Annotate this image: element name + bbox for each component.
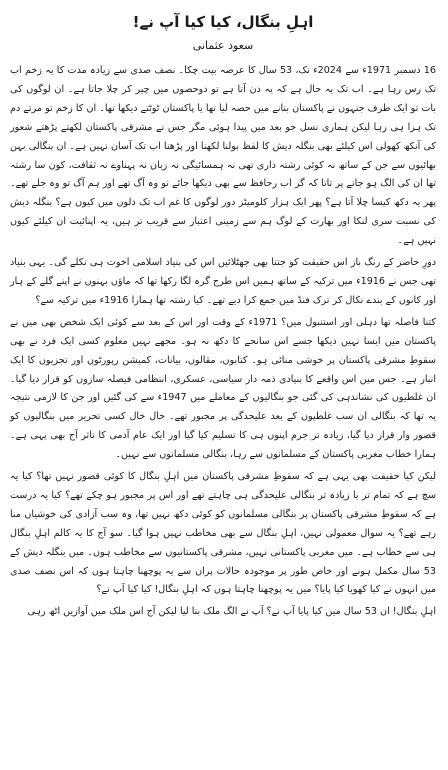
paragraph-2: دورِ حاضر کے رنگ باز اس حقیقت کو جتنا بھی جھٹلائیں اس کی بنیاد اسلامی اخوت ہی نکلے گی۔ یہی بنیاد تھی جس نے 1916ء میں ترکیہ کے ساتھ ہمیں اس طرح گرہ لگا رکھا تھا کہ ماؤں بہنوں نے اپنے گلے کے ہار اور کانوں کے بندے نکال کر ترک فنڈ میں جمع کرا دیے تھے۔ کیا رشتہ تھا ہمارا 1916ء میں ترکیہ سے؟ <box>10 257 436 306</box>
paragraph-1: 16 دسمبر 1971ء سے 2024ء تک، 53 سال کا عرصہ بیت چکا۔ نصف صدی سے زیادہ مدت کا یہ زخم اب تک رس رہا ہے۔ اب تک یہ حال ہے کہ یہ دن آتا ہے تو دوحصوں میں چیر کر چلا جاتا ہے۔ ان لوگوں کی بات تو ایک طرف جنہوں نے پاکستان بنانے میں حصہ لیا تھا یا پاکستان ٹوٹتے دیکھا تھا۔ ان کا زخم تو مرتے دم تک ہرا ہی رہا لیکن ہماری نسل جو بعد میں پیدا ہوئی مگر جس نے مشرقی پاکستان لکھتے پڑھتے شعور کی آنکھ کھولی اس کیلئے بھی بنگلہ دیش کا لفظ بولنا لکھنا اور پڑھنا اب تک آسان نہیں ہے۔ ان بنگالی بہن بھائیوں سے جن کے ساتھ نہ کوئی رشتہ داری تھی نہ ہمسائیگی نہ زبان نہ پہناوے نہ ثقافت، کون سا رشتہ تھا ان کی الگ ہو جانے پر تاتا کہ گر اب رحافظ سے بھی دیکھا جائے تو وہ آگ تھے اور ہم آگ تو وہ جلے تھے۔ پھر یہ دکھ کیسا چلا آتا ہے؟ پھر ایک ہزار کلومیٹر دور لوگوں کا غم اب تک دلوں میں کیوں ہے؟ بنگلہ دیش کی نسبت سری لنکا اور بھارت کے لوگ ہم سے زمینی اعتبار سے قریب تر ہیں، یہ اپنائیت ان کیلئے کیوں نہیں ہے۔ <box>10 65 436 247</box>
article-author: سعود عثمانی <box>192 39 254 52</box>
paragraph-4: لیکن کیا حقیقت بھی یہی ہے کہ سقوطِ مشرقی پاکستان میں اہلِ بنگال کا کوئی قصور نہیں تھا؟ کیا یہ سچ ہے کہ تمام تر یا زیادہ تر بنگالی علیحدگی ہی چاہتے تھے اور اس پر مجبور ہو چکے تھے؟ کیا یہ درست ہے کہ سقوطِ مشرقی پاکستان پر بنگالی مسلمانوں کو کوئی دکھ نہیں تھا، وہ سب آزادی کی خوشیاں منا رہے تھے؟ یہ سوال معمولی نہیں، اہلِ بنگال سے بھی مخاطب نہیں ہوا گیا۔ سو آج کا یہ کالم اہلِ بنگال ہی سے خطاب ہے۔ میں مغربی پاکستانی نہیں، مشرقی پاکستانیوں سے مخاطب ہوں۔ میں بنگلہ دیش کے 53 سال مکمل ہونے اور خاص طور پر موجودہ حالات پران سے یہ پوچھنا چاہتا ہوں کہ اس نصف صدی میں انہوں نے کیا کھویا کیا پایا؟ میں یہ پوچھنا چاہتا ہوں کہ اہلِ بنگال! کیا کیا آپ نے؟ <box>10 471 436 596</box>
paragraph-3: کتنا فاصلہ تھا دہلی اور استنبول میں؟ 1971ء کے وقت اور اس کے بعد سے کوئی ایک شخص بھی میں نے پاکستان میں ایسا نہیں دیکھا جسے اس سانحے کا دکھ نہ ہو۔ مجھے نہیں معلوم کسی ایک فرد نے بھی سقوطِ مشرقی پاکستان پر خوشی منائی ہو۔ کتابوں، مقالوں، بیانات، کمیشن رپورٹوں اور تجزیوں کا ایک انبار ہے۔ جس میں اس واقعے کا بنیادی ذمہ دار سیاسی، عسکری، انتظامی فیصلہ سازوں کو قرار دیا گیا۔ ان غلطیوں کی نشاندہی کی گئی جو بنگالیوں کے معاملے میں 1947ء سے کی گئیں اور جن کا لازمی نتیجہ یہ تھا کہ بنگالی ان سب غلطیوں کے بعد علیحدگی پر مجبور تھے۔ خال خال کسی تحریر میں بنگالیوں کو قصور وار قرار دیا گیا، زیادہ تر جرم اپنوں ہی کا تسلیم کیا گیا اور ایک عام آدمی کا تاثر آج بھی یہی ہے۔ ہمارا خطاب مغربی پاکستان کے مسلمانوں سے رہا، بنگالی مسلمانوں سے نہیں۔ <box>10 316 436 461</box>
article-title: اہلِ بنگال، کیا کیا آپ نے! <box>132 13 314 31</box>
paragraph-5: اہلِ بنگال! ان 53 سال میں کیا پایا آپ نے؟ آپ نے الگ ملک بنا لیا لیکن آج اس ملک میں آوازیں اٹھ رہی <box>27 606 436 618</box>
